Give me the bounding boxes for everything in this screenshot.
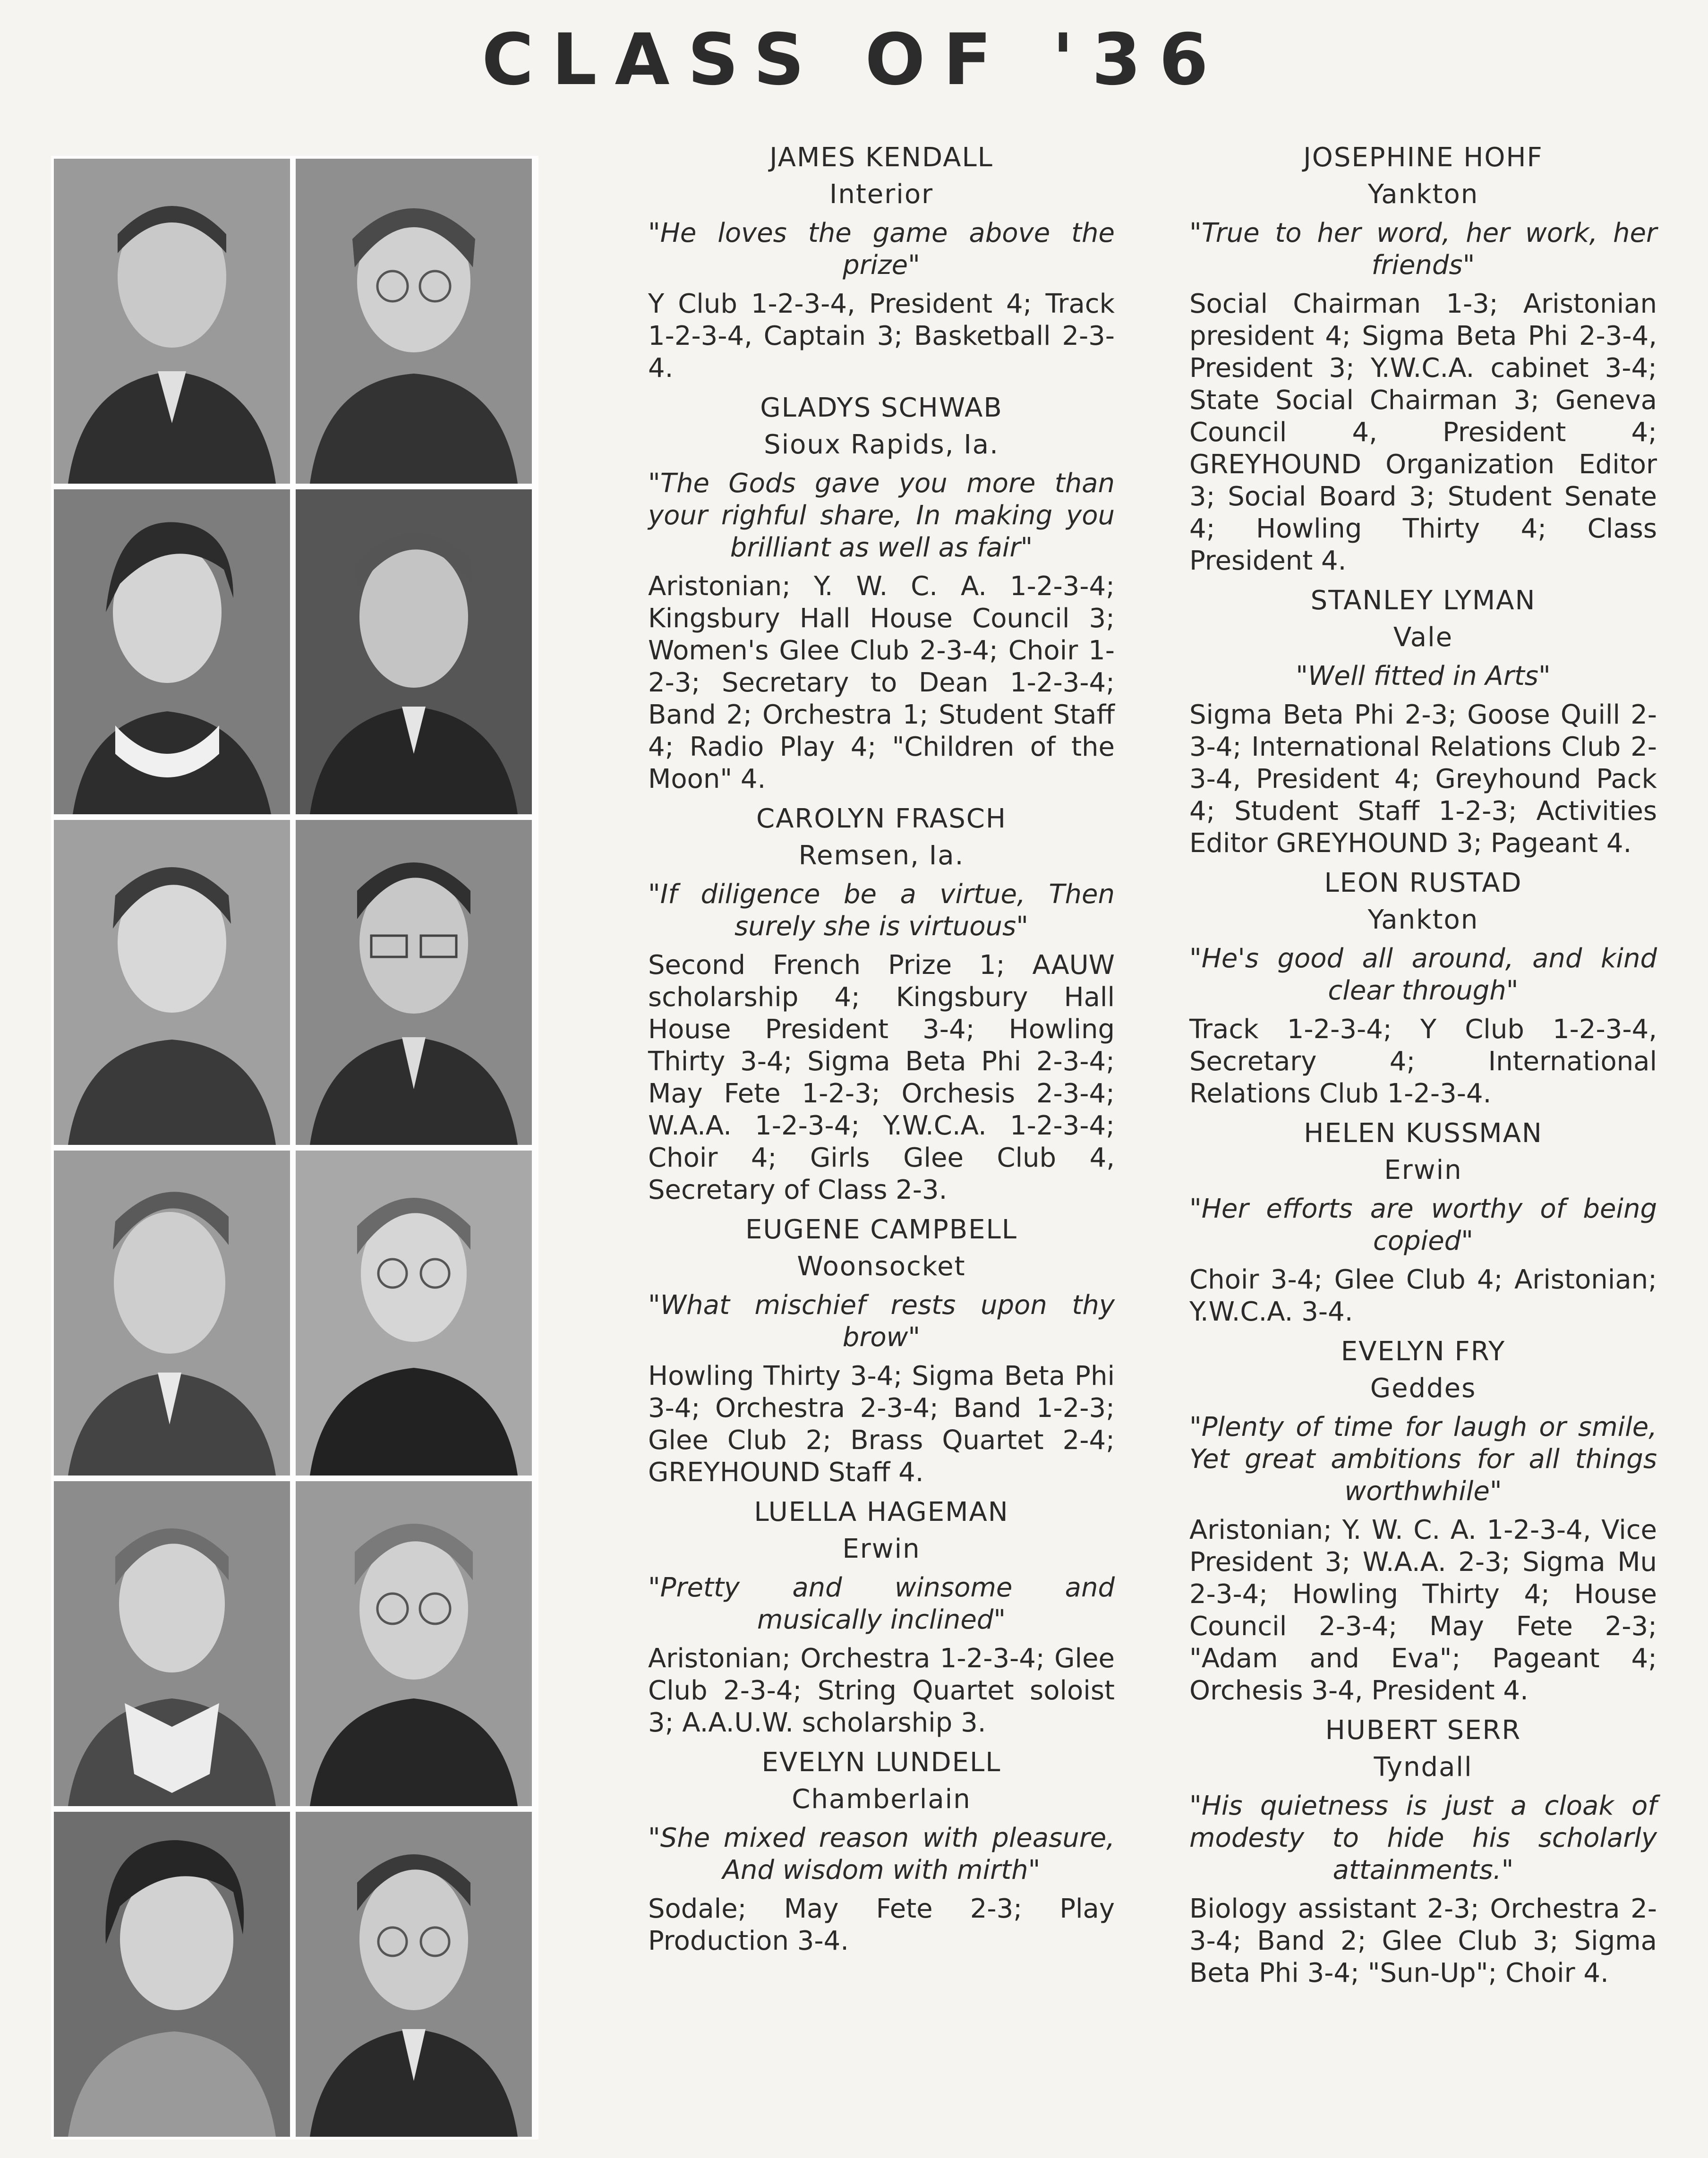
portrait-photo [296,159,532,484]
student-name: HUBERT SERR [1325,1715,1521,1746]
bio-column-1 [648,142,1115,1965]
portrait-photo [296,1151,532,1476]
student-entry [1189,1336,1657,1707]
student-name: LEON RUSTAD [1324,868,1522,898]
student-activities: Sigma Beta Phi 2-3; Goose Quill 2-3-4; International Relations Club 2-3-4, President 4; Greyhound Pack 4; Student Staff 1-2-3; Activities Editor GREYHOUND 3; Pageant 4. [1189,699,1657,859]
portrait-photo [296,1812,532,2137]
student-hometown: Tyndall [1374,1752,1473,1783]
student-entry [648,1496,1115,1739]
student-quote: "Her efforts are worthy of being copied" [1189,1194,1657,1256]
student-activities: Y Club 1-2-3-4, President 4; Track 1-2-3-4, Captain 3; Basketball 2-3-4. [648,289,1115,384]
portrait-photo [54,159,290,484]
student-quote: "She mixed reason with pleasure, And wisdom with mirth" [648,1823,1115,1885]
student-entry [1189,1714,1657,1989]
student-name: JAMES KENDALL [769,142,993,173]
portrait-photo [54,1481,290,1806]
student-entry [1189,867,1657,1110]
student-quote: "If diligence be a virtue, Then surely she is virtuous" [648,879,1115,942]
student-entry [648,803,1115,1206]
portrait-grid [51,156,538,2140]
student-entry [1189,585,1657,860]
portrait-photo [296,1481,532,1806]
student-hometown: Chamberlain [792,1784,971,1815]
student-hometown: Yankton [1367,904,1479,935]
student-hometown: Vale [1393,622,1453,653]
student-name: HELEN KUSSMAN [1304,1118,1543,1149]
student-quote: "True to her word, her work, her friends" [1189,218,1657,281]
portrait-photo [54,1812,290,2137]
bio-column-2 [1189,142,1657,1997]
student-activities: Aristonian; Orchestra 1-2-3-4; Glee Club 2-3-4; String Quartet soloist 3; A.A.U.W. scholarship 3. [648,1643,1115,1738]
student-activities: Biology assistant 2-3; Orchestra 2-3-4; Band 2; Glee Club 3; Sigma Beta Phi 3-4; "Sun-Up"; Choir 4. [1189,1894,1657,1988]
portrait-photo [296,489,532,814]
student-name: EVELYN FRY [1341,1336,1506,1367]
student-hometown: Remsen, Ia. [798,840,965,871]
student-name: STANLEY LYMAN [1310,585,1536,616]
student-name: GLADYS SCHWAB [760,392,1003,423]
student-entry [1189,1117,1657,1328]
student-quote: "He loves the game above the prize" [648,218,1115,281]
student-quote: "Plenty of time for laugh or smile, Yet great ambitions for all things worthwhile" [1189,1412,1657,1507]
student-entry [648,1214,1115,1489]
student-activities: Choir 3-4; Glee Club 4; Aristonian; Y.W.C.A. 3-4. [1189,1264,1657,1327]
student-hometown: Erwin [1384,1155,1462,1186]
student-hometown: Sioux Rapids, Ia. [764,429,999,460]
student-entry [648,142,1115,384]
student-quote: "What mischief rests upon thy brow" [648,1290,1115,1353]
portrait-photo [54,1151,290,1476]
student-hometown: Yankton [1367,179,1479,210]
student-entry [648,1747,1115,1957]
student-activities: Second French Prize 1; AAUW scholarship 4; Kingsbury Hall House President 3-4; Howling Thirty 3-4; Sigma Beta Phi 2-3-4; May Fete 1-2-3; Orchesis 2-3-4; W.A.A. 1-2-3-4; Y.W.C.A. 1-2-3-4; Choir 4; Girls Glee Club 4, Secretary of Class 2-3. [648,950,1115,1205]
student-activities: Track 1-2-3-4; Y Club 1-2-3-4, Secretary 4; International Relations Club 1-2-3-4. [1189,1014,1657,1109]
student-name: LUELLA HAGEMAN [754,1497,1009,1527]
student-entry [1189,142,1657,577]
student-quote: "The Gods gave you more than your righful share, In making you brilliant as well as fair" [648,468,1115,563]
portrait-photo [296,820,532,1145]
student-activities: Sodale; May Fete 2-3; Play Production 3-4. [648,1894,1115,1956]
student-activities: Social Chairman 1-3; Aristonian president 4; Sigma Beta Phi 2-3-4, President 3; Y.W.C.A. cabinet 3-4; State Social Chairman 3; Geneva Council 4, President 4; GREYHOUND Organization Editor 3; Social Board 3; Student Senate 4; Howling Thirty 4; Class President 4. [1189,289,1657,576]
student-quote: "Pretty and winsome and musically inclined" [648,1572,1115,1635]
student-hometown: Woonsocket [797,1251,966,1282]
student-name: EVELYN LUNDELL [761,1747,1001,1778]
student-name: EUGENE CAMPBELL [745,1214,1017,1245]
student-quote: "Well fitted in Arts" [1296,661,1551,691]
student-quote: "His quietness is just a cloak of modesty to hide his scholarly attainments." [1189,1791,1657,1885]
student-entry [648,392,1115,795]
student-quote: "He's good all around, and kind clear through" [1189,943,1657,1006]
page-title: CLASS OF '36 [481,19,1227,101]
student-activities: Aristonian; Y. W. C. A. 1-2-3-4, Vice President 3; W.A.A. 2-3; Sigma Mu 2-3-4; Howling Thirty 4; House Council 2-3-4; May Fete 2-3; "Adam and Eva"; Pageant 4; Orchesis 3-4, President 4. [1189,1515,1657,1706]
student-hometown: Geddes [1370,1373,1477,1404]
student-name: JOSEPHINE HOHF [1303,142,1543,173]
student-name: CAROLYN FRASCH [756,803,1007,834]
student-hometown: Erwin [842,1534,921,1564]
portrait-photo [54,820,290,1145]
student-activities: Howling Thirty 3-4; Sigma Beta Phi 3-4; Orchestra 2-3-4; Band 1-2-3; Glee Club 2; Brass Quartet 2-4; GREYHOUND Staff 4. [648,1361,1115,1488]
portrait-photo [54,489,290,814]
student-activities: Aristonian; Y. W. C. A. 1-2-3-4; Kingsbury Hall House Council 3; Women's Glee Club 2-3-4; Choir 1-2-3; Secretary to Dean 1-2-3-4; Band 2; Orchestra 1; Student Staff 4; Radio Play 4; "Children of the Moon" 4. [648,571,1115,794]
student-hometown: Interior [829,179,934,210]
